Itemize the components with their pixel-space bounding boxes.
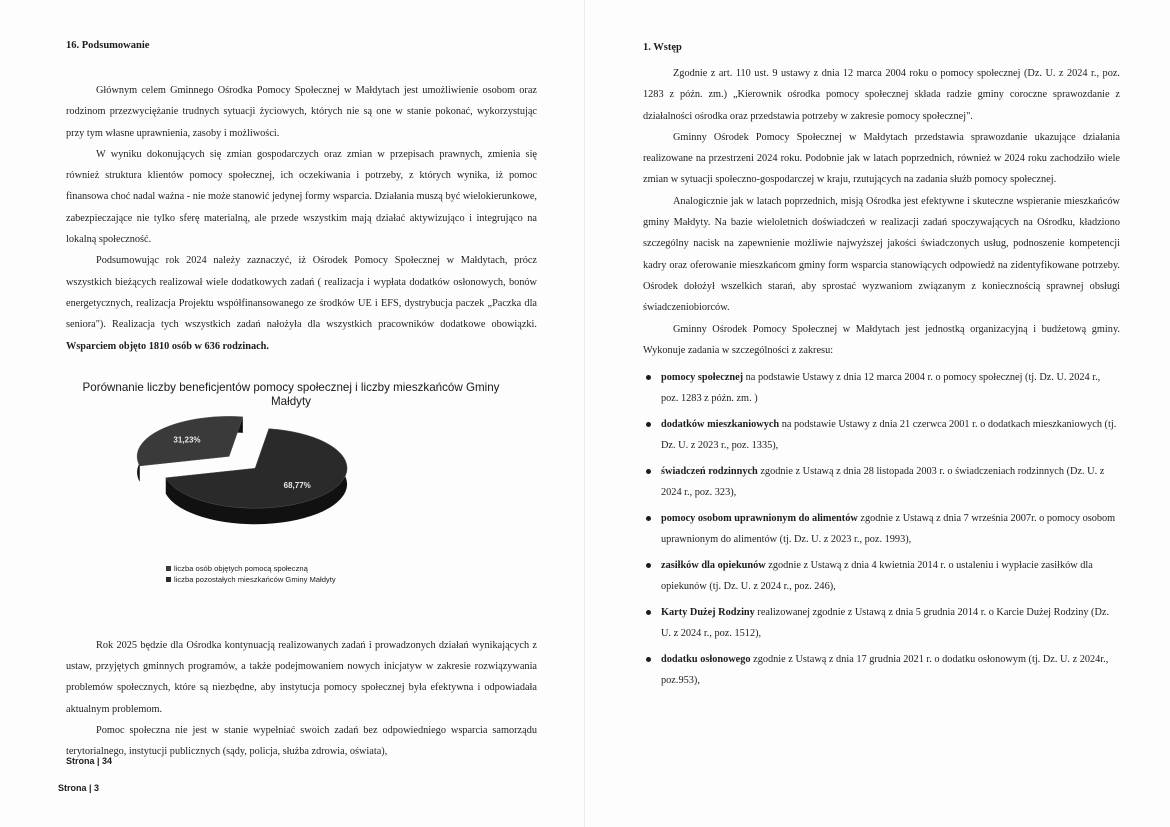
bullet-icon	[646, 469, 651, 474]
list-item-text: na podstawie Ustawy z dnia 21 czerwca 2001 r. o dodatkach mieszkaniowych (tj. Dz. U. z 2023 r., poz. 1335),	[661, 419, 1117, 452]
list-item	[643, 414, 1120, 456]
section-heading-summary: 16. Podsumowanie	[66, 40, 150, 51]
bullet-icon	[646, 422, 651, 427]
list-item-bold: zasiłków dla opiekunów	[661, 560, 766, 572]
list-item	[643, 602, 1120, 644]
support-total-bold: Wsparciem objęto 1810 osób w 636 rodzinach.	[66, 340, 269, 352]
legend-item	[166, 574, 336, 585]
list-item-bold: Karty Dużej Rodziny	[661, 607, 755, 619]
right-page	[585, 0, 1170, 827]
chart-legend	[166, 563, 336, 585]
paragraph: Zgodnie z art. 110 ust. 9 ustawy z dnia 12 marca 2004 roku o pomocy społecznej (Dz. U. z 2024 r., poz. 1283 z późn. zm.) „Kierownik ośrodka pomocy społecznej składa radzie gminy coroczne sprawozdanie z działalności ośrodka oraz przedstawia potrzeby w zakresie pomocy społecznej".	[643, 68, 1120, 122]
bullet-icon	[646, 375, 651, 380]
list-item-text: na podstawie Ustawy z dnia 12 marca 2004 r. o pomocy społecznej (tj. Dz. U. 2024 r., poz. 1283 z późn. zm. )	[661, 372, 1101, 405]
list-item-text: zgodnie z Ustawą z dnia 4 kwietnia 2014 r. o ustaleniu i wypłacie zasiłków dla opiekunów (tj. Dz. U. z 2024 r., poz. 246),	[661, 560, 1093, 593]
list-item-text: realizowanej zgodnie z Ustawą z dnia 5 grudnia 2014 r. o Karcie Dużej Rodziny (Dz. U. z 2024 r., poz. 1512),	[661, 607, 1110, 640]
paragraph: W wyniku dokonujących się zmian gospodarczych oraz zmian w przepisach prawnych, zmienia się również struktura klientów pomocy społecznej, ich oczekiwania i potrzeby, z których wynika, iż pomoc finansowa choć nadal ważna - nie może stanowić jedynej formy wsparcia. Działania muszą być wielokierunkowe, zabezpieczające nie tylko sferę materialną, ale przede wszystkim mają działać aktywizująco i integrująco na lokalną społeczność.	[66, 148, 537, 246]
pie-chart	[66, 375, 546, 613]
paragraph: Analogicznie jak w latach poprzednich, misją Ośrodka jest efektywne i skuteczne wspieranie mieszkańców gminy Małdyty. Na bazie wieloletnich doświadczeń w realizacji zadań spoczywających na Ośrodku, kładziono szczególny nacisk na zapewnienie możliwie najwyższej jakości świadczonych usług, podnoszenie kompetencji kadry oraz oferowanie mieszkańcom gminy form wsparcia stanowiących odpowiedź na zidentyfikowane potrzeby. Ośrodek dołożył wszelkich starań, aby sprostać wyzwaniom związanym z koniecznością sprawnej obsługi świadczeniobiorców.	[643, 195, 1120, 314]
paragraph-support-summary	[66, 250, 537, 356]
legend-label: liczba osób objętych pomocą społeczną	[174, 563, 308, 573]
scope-list	[643, 367, 1120, 691]
list-item-bold: dodatku osłonowego	[661, 654, 751, 666]
bullet-icon	[646, 657, 651, 662]
list-item-text: zgodnie z Ustawą z dnia 28 listopada 2003 r. o świadczeniach rodzinnych (Dz. U. z 2024 r., poz. 323),	[661, 466, 1105, 499]
list-item-text: zgodnie z Ustawą z dnia 7 września 2007r. o pomocy osobom uprawnionym do alimentów (tj. Dz. U. z 2023 r., poz. 1993),	[661, 513, 1116, 546]
legend-item	[166, 563, 336, 574]
list-item	[643, 508, 1120, 550]
paragraph: Pomoc społeczna nie jest w stanie wypełniać swoich zadań bez odpowiedniego wsparcia samorządu terytorialnego, instytucji publicznych (sądy, policja, służba zdrowia, oświata),	[66, 725, 537, 758]
list-item-bold: pomocy społecznej	[661, 372, 744, 384]
bullet-icon	[646, 516, 651, 521]
paragraph: Gminny Ośrodek Pomocy Społecznej w Małdytach jest jednostką organizacyjną i budżetową gminy. Wykonuje zadania w szczególności z zakresu:	[643, 323, 1120, 356]
page-number-right: Strona | 3	[58, 783, 100, 793]
list-item	[643, 367, 1120, 409]
list-item	[643, 461, 1120, 503]
chart-title: Porównanie liczby beneficjentów pomocy społecznej i liczby mieszkańców Gminy Małdyty	[82, 380, 500, 408]
list-item-bold: pomocy osobom uprawnionym do alimentów	[661, 513, 858, 525]
legend-label: liczba pozostałych mieszkańców Gminy Małdyty	[174, 574, 336, 584]
paragraph-text: Podsumowując rok 2024 należy zaznaczyć, iż Ośrodek Pomocy Społecznej w Małdytach, prócz wszystkich bieżących realizował wiele dodatkowych zadań ( realizacja i wypłata dodatków osłonowych, bonów energetycznych, realizacja Projektu współfinansowanego ze środków UE i EFS, dystrybucja paczek „Paczka dla seniora"). Realizacja tych wszystkich zadań nałożyła dla wszystkich pracowników dodatkowe obowiązki.	[66, 255, 537, 331]
pie-svg	[136, 413, 396, 558]
page-number-left: Strona | 34	[66, 756, 113, 766]
legend-swatch	[166, 577, 171, 582]
list-item	[643, 649, 1120, 691]
list-item-bold: dodatków mieszkaniowych	[661, 419, 780, 431]
list-item	[643, 555, 1120, 597]
paragraph: Gminny Ośrodek Pomocy Społecznej w Małdytach przedstawia sprawozdanie ukazujące działania realizowane na przestrzeni 2024 roku. Podobnie jak w latach poprzednich, również w 2024 roku zachodziło wiele zmian w sytuacji społeczno-gospodarczej w kraju, rzutujących na zadania służb pomocy społecznej.	[643, 131, 1120, 186]
pie-slice-label: 68,77%	[283, 480, 311, 490]
section-heading-intro: 1. Wstęp	[643, 42, 682, 53]
list-item-text: zgodnie z Ustawą z dnia 17 grudnia 2021 r. o dodatku osłonowym (tj. Dz. U. z 2024r., poz.953),	[661, 654, 1109, 687]
list-item-bold: świadczeń rodzinnych	[661, 466, 758, 478]
bullet-icon	[646, 563, 651, 568]
pie-slice-label: 31,23%	[173, 435, 201, 445]
paragraph: Rok 2025 będzie dla Ośrodka kontynuacją realizowanych zadań i prowadzonych działań wynikających z ustaw, przyjętych gminnych programów, a także podejmowaniem nowych inicjatyw w zakresie rozwiązywania problemów społecznych, które są niezbędne, aby instytucja pomocy społecznej była efektywna i odpowiadała aktualnym problemom.	[66, 639, 537, 715]
paragraph: Głównym celem Gminnego Ośrodka Pomocy Społecznej w Małdytach jest umożliwienie osobom oraz rodzinom przezwyciężanie trudnych sytuacji życiowych, których nie są one w stanie pokonać, wykorzystując przy tym własne uprawnienia, zasoby i możliwości.	[66, 85, 537, 139]
bullet-icon	[646, 610, 651, 615]
legend-swatch	[166, 566, 171, 571]
